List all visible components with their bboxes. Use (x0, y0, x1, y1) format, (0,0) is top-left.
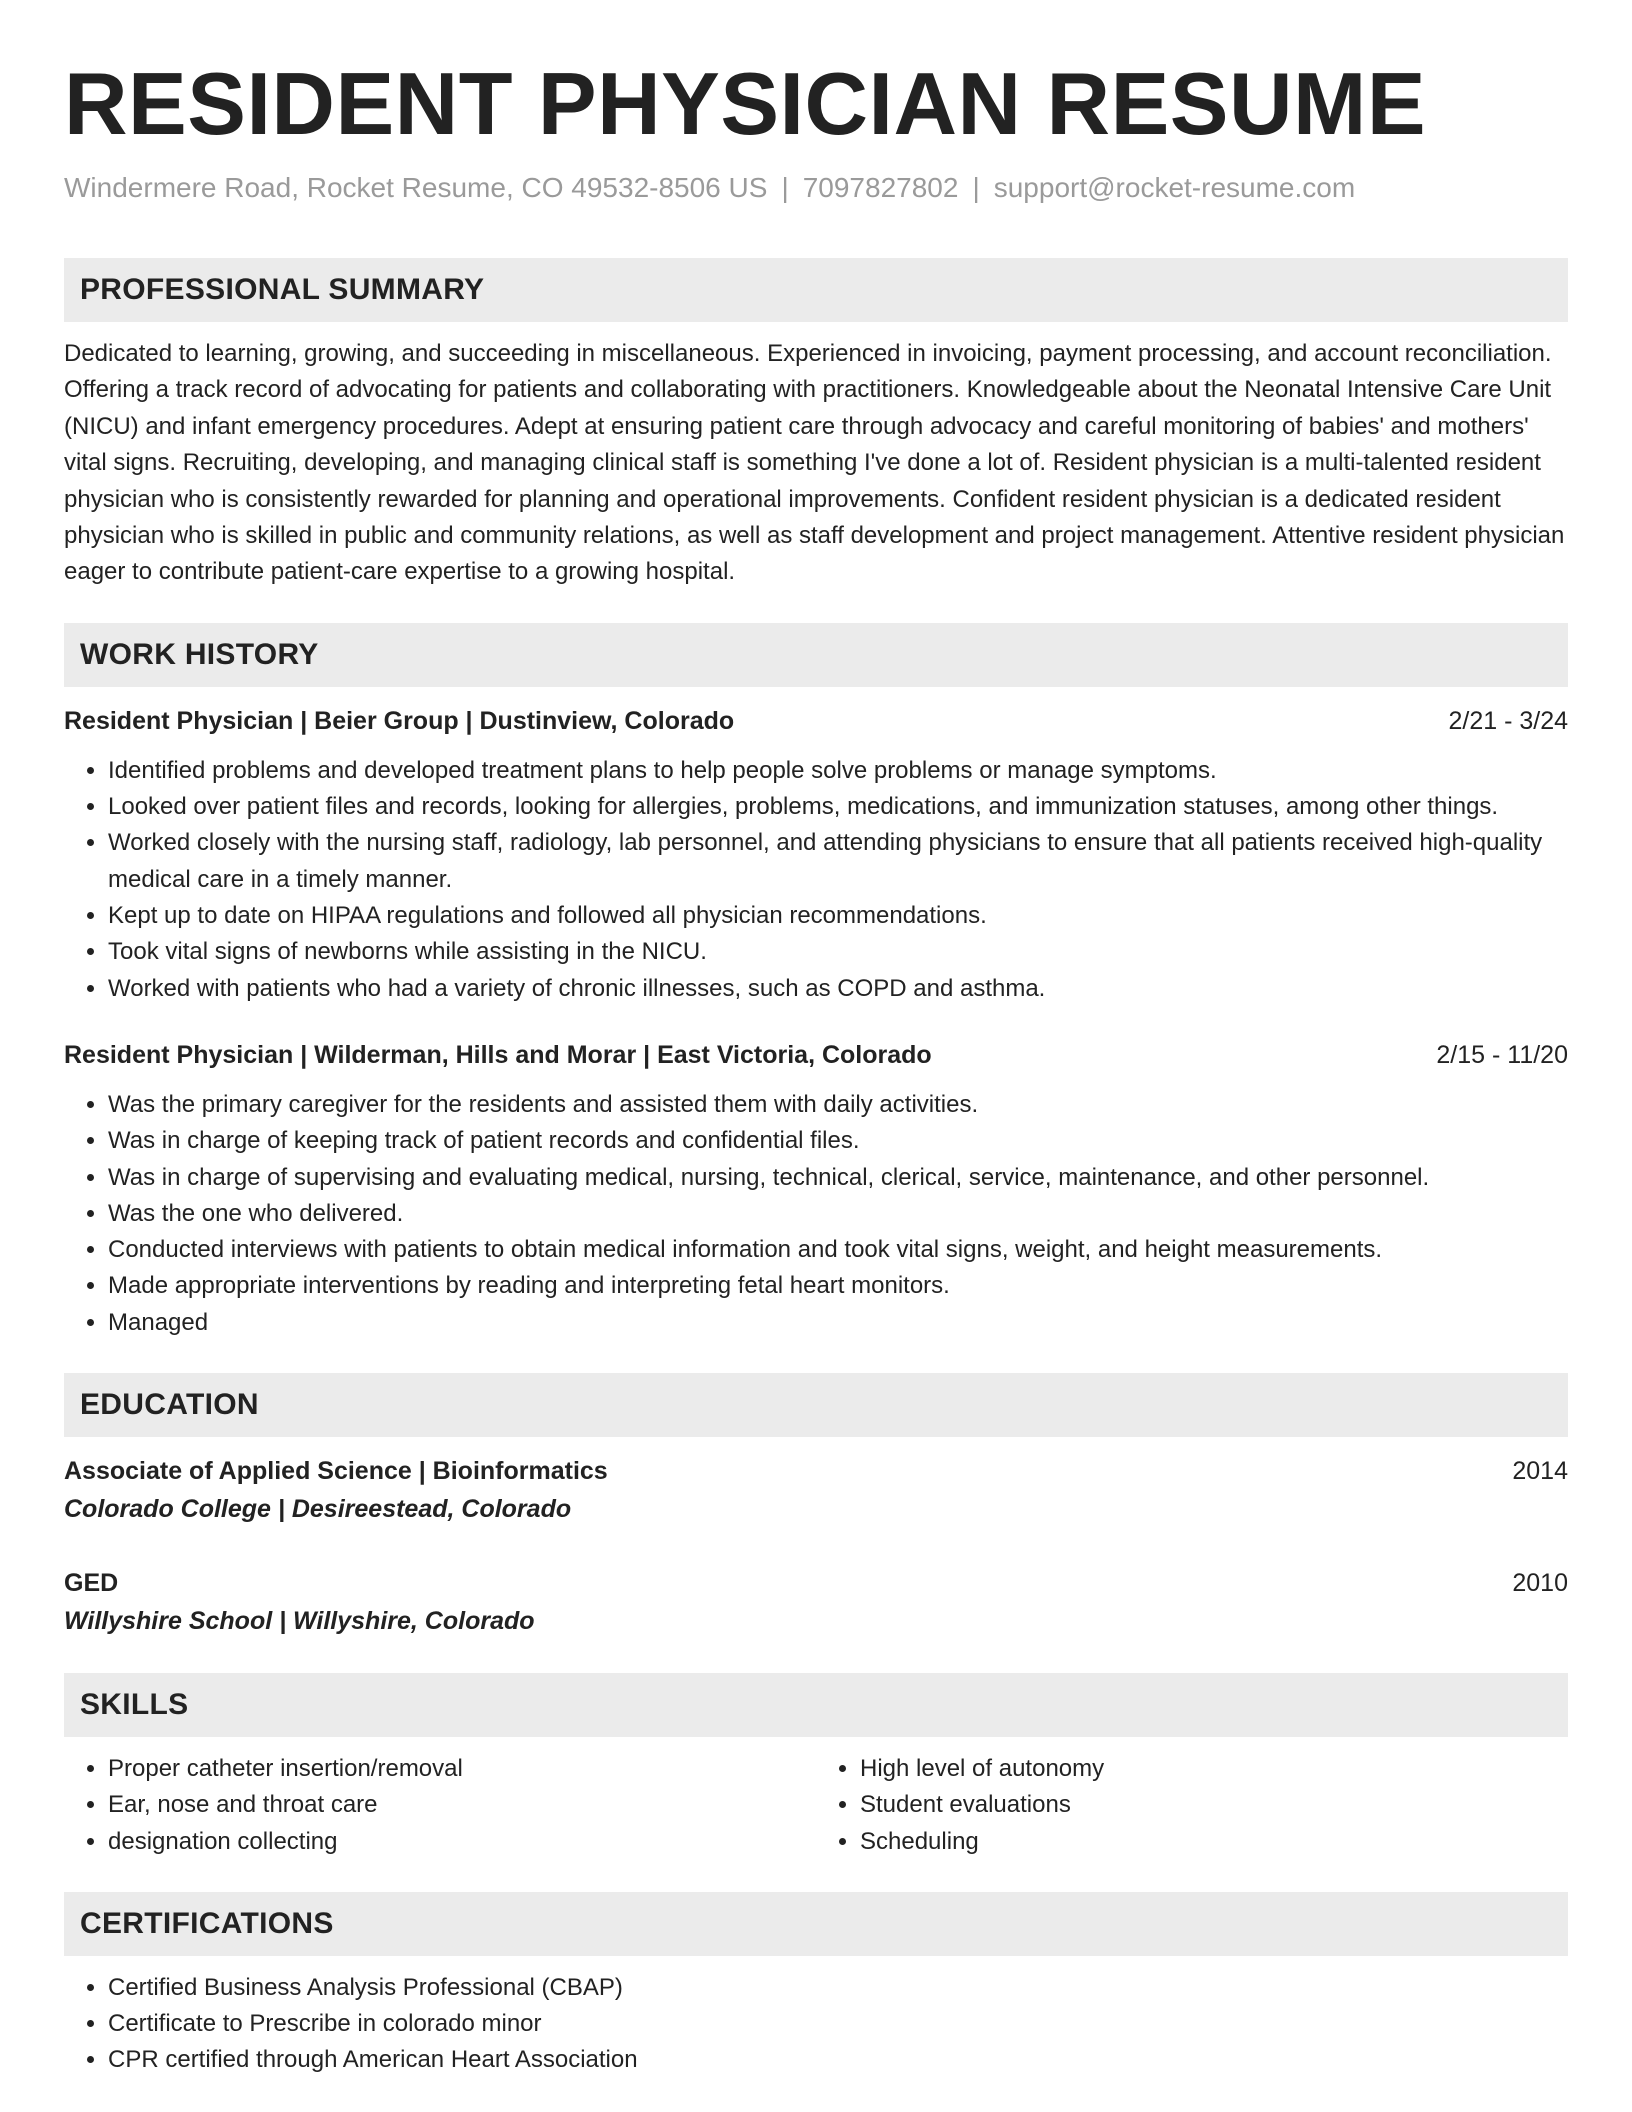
education-header (64, 1565, 1568, 1601)
job-bullets (64, 753, 1568, 1007)
skill-item: • Student evaluations (860, 1787, 1568, 1823)
job-bullet: • Was in charge of keeping track of patient records and confidential files. (108, 1123, 1568, 1159)
job-entry (64, 703, 1568, 1007)
section-header-skills: SKILLS (64, 1673, 1568, 1737)
job-bullet: • Identified problems and developed treatment plans to help people solve problems or manage symptoms. (108, 753, 1568, 789)
job-bullet: • Kept up to date on HIPAA regulations and followed all physician recommendations. (108, 898, 1568, 934)
job-bullet: • Managed (108, 1305, 1568, 1341)
contact-phone: 7097827802 (802, 172, 959, 203)
job-bullet: • Worked closely with the nursing staff, radiology, lab personnel, and attending physicians to ensure that all patients received high-quality medical care in a timely manner. (108, 825, 1568, 898)
skills-list (64, 1751, 1568, 1860)
skill-item: • Scheduling (860, 1824, 1568, 1860)
contact-email: support@rocket-resume.com (993, 172, 1356, 203)
job-bullet: • Looked over patient files and records, looking for allergies, problems, medications, and immunization statuses, among other things. (108, 789, 1568, 825)
education-entry (64, 1565, 1568, 1641)
job-header (64, 1037, 1568, 1073)
section-header-education: EDUCATION (64, 1373, 1568, 1437)
job-bullet: • Conducted interviews with patients to obtain medical information and took vital signs, weight, and height measurements. (108, 1232, 1568, 1268)
contact-address: Windermere Road, Rocket Resume, CO 49532-8506 US (64, 172, 768, 203)
certifications-list (64, 1970, 1568, 2079)
certification-item: • CPR certified through American Heart Association (108, 2042, 1568, 2078)
job-bullet: • Made appropriate interventions by reading and interpreting fetal heart monitors. (108, 1268, 1568, 1304)
job-bullet: • Was the primary caregiver for the residents and assisted them with daily activities. (108, 1087, 1568, 1123)
certification-bullets (64, 1970, 1568, 2079)
education-header (64, 1453, 1568, 1489)
job-title: Resident Physician | Wilderman, Hills and Morar | East Victoria, Colorado (64, 1040, 932, 1069)
contact-separator: | (972, 172, 980, 203)
section-header-certifications: CERTIFICATIONS (64, 1892, 1568, 1956)
skills-column-right (816, 1751, 1568, 1860)
education-degree: GED (64, 1569, 119, 1597)
contact-separator: | (781, 172, 789, 203)
job-dates: 2/21 - 3/24 (1448, 706, 1568, 735)
summary-text: Dedicated to learning, growing, and succeeding in miscellaneous. Experienced in invoicing, payment processing, and account reconciliation. Offering a track record of advocating for patients and collaborating with practitioners. Knowledgeable about the Neonatal Intensive Care Unit (NICU) and infant emergency procedures. Adept at ensuring patient care through advocacy and careful monitoring of babies' and mothers' vital signs. Recruiting, developing, and managing clinical staff is something I've done a lot of. Resident physician is a multi-talented resident physician who is consistently rewarded for planning and operational improvements. Confident resident physician is a dedicated resident physician who is skilled in public and community relations, as well as staff development and project management. Attentive resident physician eager to contribute patient-care expertise to a growing hospital. (64, 340, 1565, 586)
skills-column-left (64, 1751, 816, 1860)
contact-line (64, 170, 1568, 206)
resume-title: RESIDENT PHYSICIAN RESUME (64, 54, 1427, 153)
skill-item: • Proper catheter insertion/removal (108, 1751, 816, 1787)
job-bullet: • Worked with patients who had a variety of chronic illnesses, such as COPD and asthma. (108, 971, 1568, 1007)
education-year: 2014 (1512, 1457, 1568, 1485)
job-bullets (64, 1087, 1568, 1341)
skill-item: • Ear, nose and throat care (108, 1787, 816, 1823)
section-header-work-history: WORK HISTORY (64, 623, 1568, 687)
education-degree: Associate of Applied Science | Bioinformatics (64, 1457, 608, 1485)
certification-item: • Certified Business Analysis Professional (CBAP) (108, 1970, 1568, 2006)
education-school: Willyshire School | Willyshire, Colorado (64, 1607, 535, 1635)
education-year: 2010 (1512, 1569, 1568, 1597)
skill-item: • designation collecting (108, 1824, 816, 1860)
education-entry (64, 1453, 1568, 1529)
job-dates: 2/15 - 11/20 (1436, 1040, 1568, 1069)
job-header (64, 703, 1568, 739)
job-bullet: • Was the one who delivered. (108, 1196, 1568, 1232)
job-title: Resident Physician | Beier Group | Dustinview, Colorado (64, 706, 735, 735)
job-bullet: • Took vital signs of newborns while assisting in the NICU. (108, 934, 1568, 970)
skill-item: • High level of autonomy (860, 1751, 1568, 1787)
education-school: Colorado College | Desireestead, Colorado (64, 1495, 572, 1523)
certification-item: • Certificate to Prescribe in colorado minor (108, 2006, 1568, 2042)
job-bullet: • Was in charge of supervising and evaluating medical, nursing, technical, clerical, service, maintenance, and other personnel. (108, 1160, 1568, 1196)
job-entry (64, 1037, 1568, 1341)
section-header-summary: PROFESSIONAL SUMMARY (64, 258, 1568, 322)
